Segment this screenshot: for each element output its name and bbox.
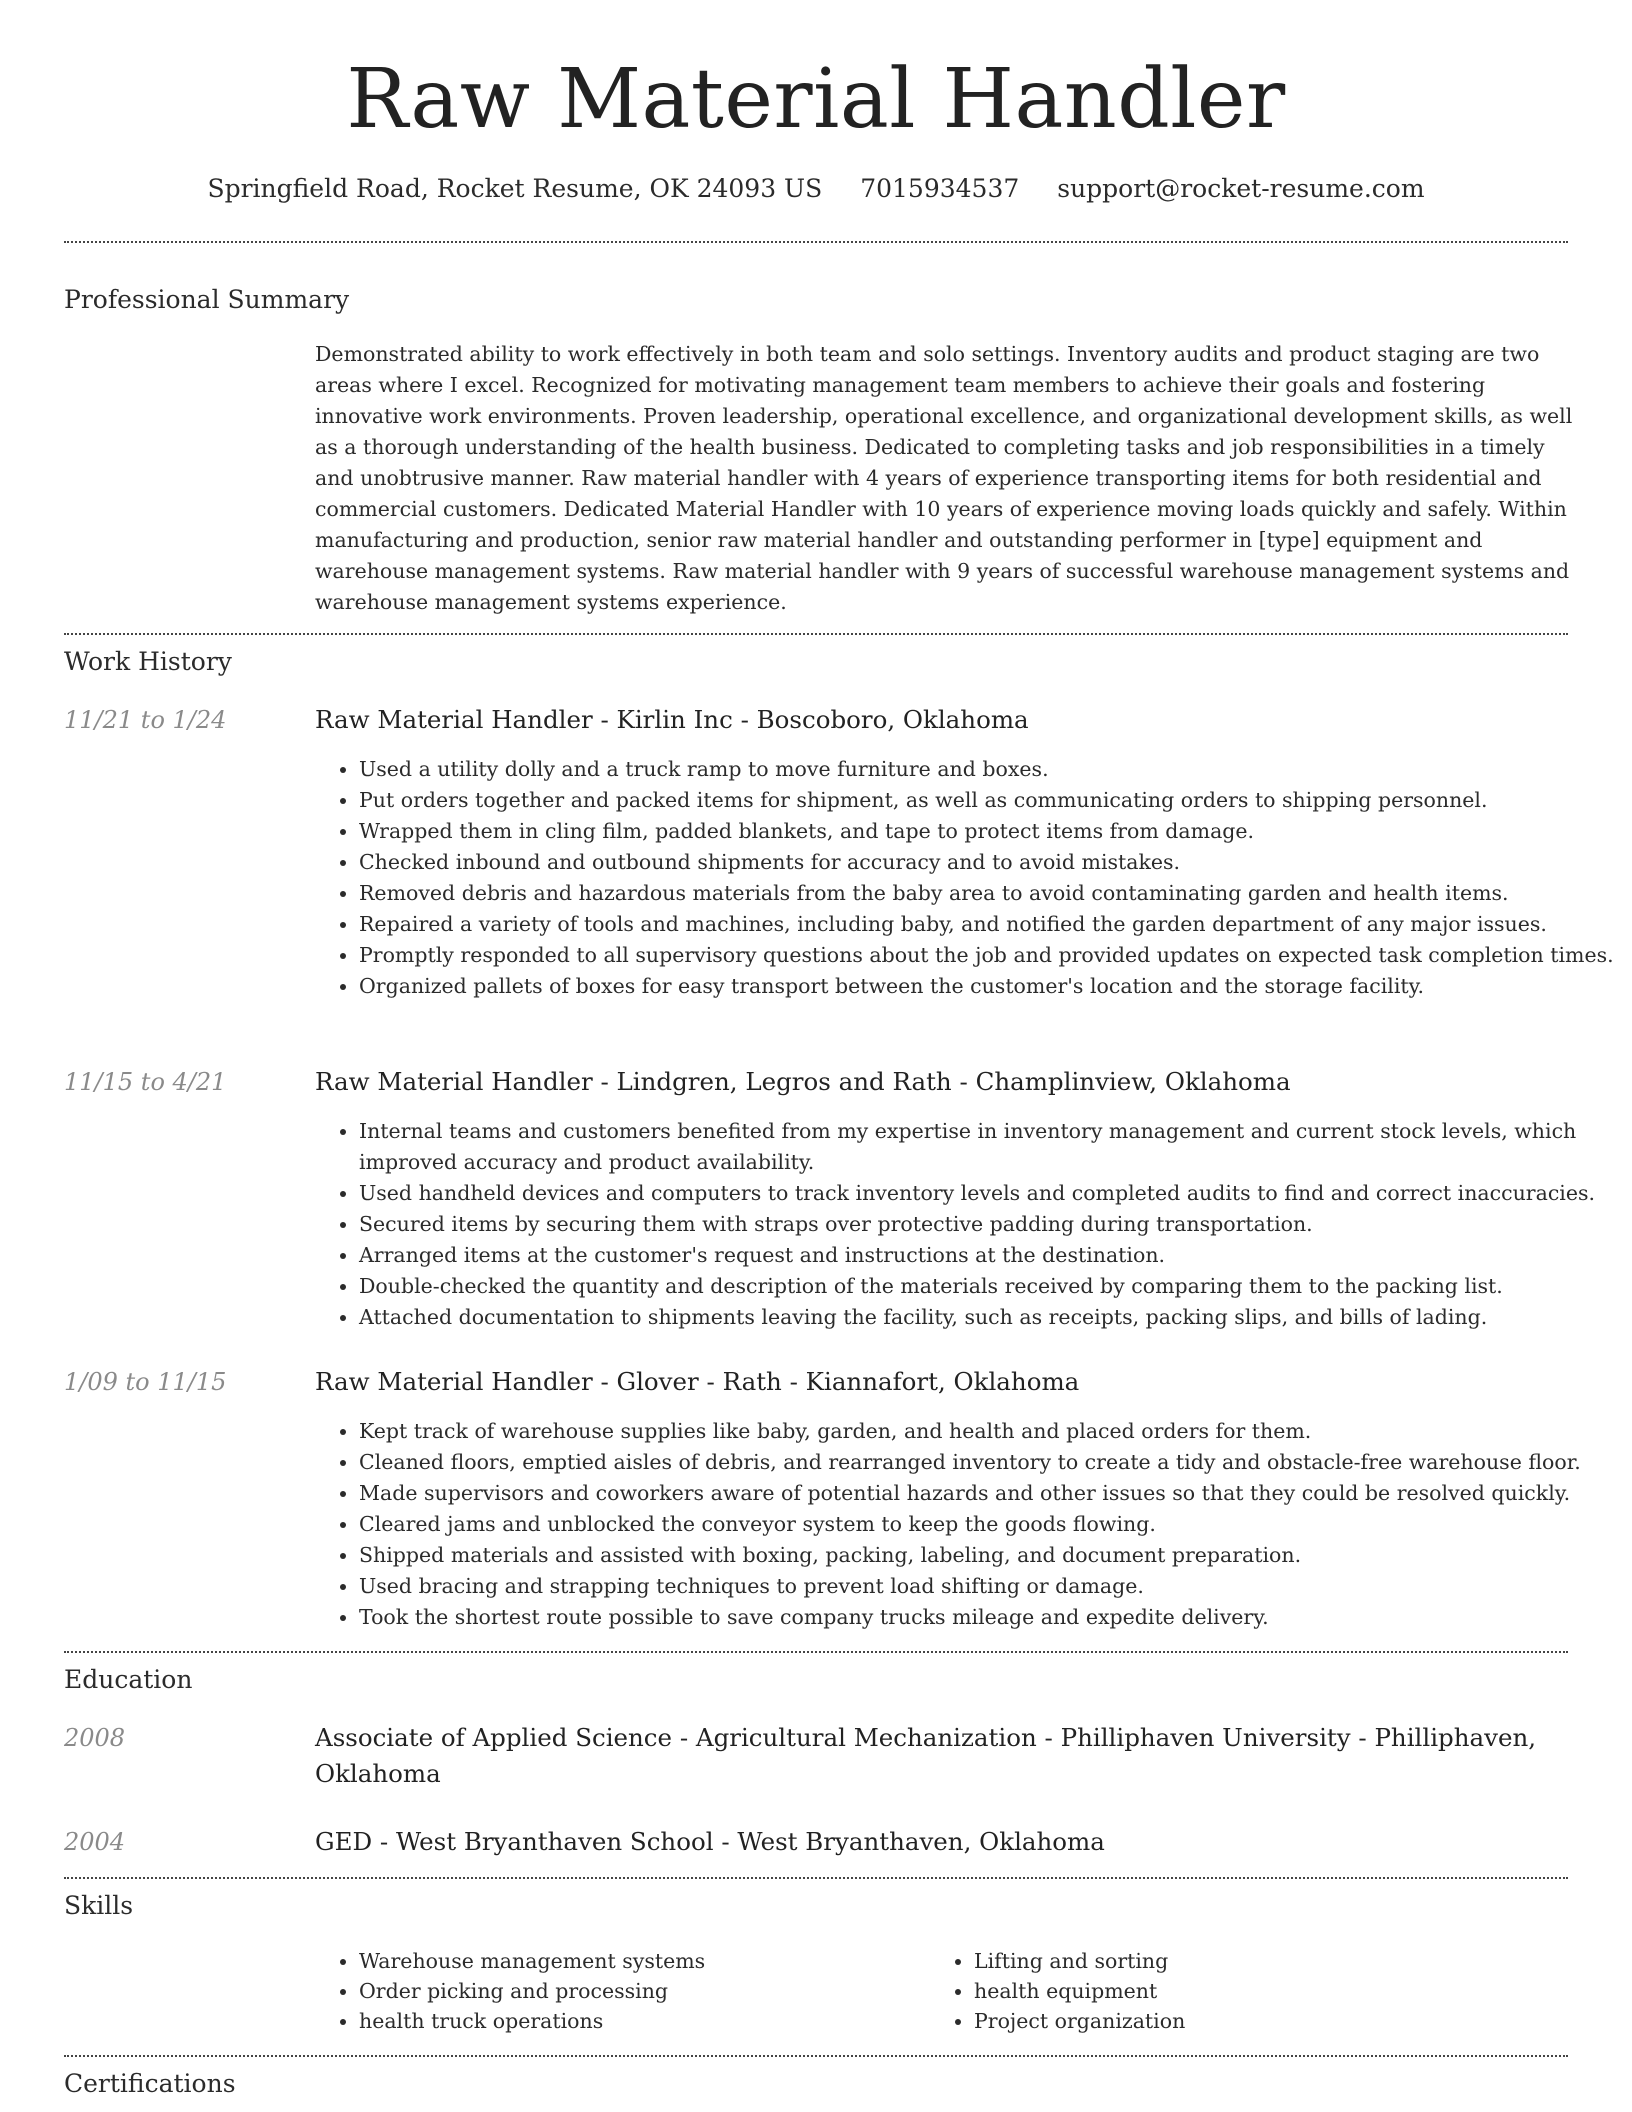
job-bullet: • Organized pallets of boxes for easy transport between the customer's location and the storage facility. bbox=[359, 971, 1621, 1002]
job-bullets bbox=[315, 1416, 1621, 1633]
skills-list-left bbox=[315, 1946, 959, 2036]
job-dates: 1/09 to 11/15 bbox=[64, 1368, 227, 1396]
section-heading-summary: Professional Summary bbox=[64, 285, 350, 314]
skills-list-right bbox=[930, 1946, 1574, 2036]
contact-email: support@rocket-resume.com bbox=[1057, 174, 1425, 203]
divider bbox=[64, 633, 1568, 635]
job-bullet: • Attached documentation to shipments leaving the facility, such as receipts, packing slips, and bills of lading. bbox=[359, 1302, 1621, 1333]
education-year: 2008 bbox=[64, 1724, 126, 1752]
skill-item: • Project organization bbox=[974, 2006, 1574, 2036]
contact-phone: 7015934537 bbox=[860, 174, 1020, 203]
job-bullet: • Repaired a variety of tools and machines, including baby, and notified the garden department of any major issues. bbox=[359, 909, 1621, 940]
divider bbox=[64, 241, 1568, 243]
job-dates: 11/21 to 1/24 bbox=[64, 706, 227, 734]
job-bullet: • Shipped materials and assisted with boxing, packing, labeling, and document preparation. bbox=[359, 1540, 1621, 1571]
job-dates: 11/15 to 4/21 bbox=[64, 1068, 227, 1096]
job-bullet: • Used handheld devices and computers to track inventory levels and completed audits to find and correct inaccuracies. bbox=[359, 1178, 1621, 1209]
job-bullets bbox=[315, 1116, 1621, 1333]
job-title: Raw Material Handler - Kirlin Inc - Boscoboro, Oklahoma bbox=[315, 705, 1029, 734]
section-heading-education: Education bbox=[64, 1665, 193, 1694]
job-bullet: • Promptly responded to all supervisory questions about the job and provided updates on expected task completion times. bbox=[359, 940, 1621, 971]
job-title: Raw Material Handler - Glover - Rath - Kiannafort, Oklahoma bbox=[315, 1367, 1080, 1396]
job-bullet: • Internal teams and customers benefited from my expertise in inventory management and current stock levels, which improved accuracy and product availability. bbox=[359, 1116, 1621, 1178]
divider bbox=[64, 1651, 1568, 1653]
job-bullet: • Took the shortest route possible to save company trucks mileage and expedite delivery. bbox=[359, 1602, 1621, 1633]
section-heading-skills: Skills bbox=[64, 1891, 134, 1920]
job-bullet: • Secured items by securing them with straps over protective padding during transportation. bbox=[359, 1209, 1621, 1240]
education-entry: Associate of Applied Science - Agricultural Mechanization - Philliphaven University - Philliphaven, Oklahoma bbox=[315, 1723, 1537, 1788]
job-bullet: • Cleared jams and unblocked the conveyor system to keep the goods flowing. bbox=[359, 1509, 1621, 1540]
skill-item: • health truck operations bbox=[359, 2006, 959, 2036]
divider bbox=[64, 2055, 1568, 2057]
section-heading-certifications: Certifications bbox=[64, 2069, 236, 2098]
divider bbox=[64, 1877, 1568, 1879]
skill-item: • health equipment bbox=[974, 1976, 1574, 2006]
job-bullet: • Kept track of warehouse supplies like baby, garden, and health and placed orders for them. bbox=[359, 1416, 1621, 1447]
skill-item: • Lifting and sorting bbox=[974, 1946, 1574, 1976]
job-bullet: • Used bracing and strapping techniques to prevent load shifting or damage. bbox=[359, 1571, 1621, 1602]
job-title: Raw Material Handler - Lindgren, Legros and Rath - Champlinview, Oklahoma bbox=[315, 1067, 1291, 1096]
job-bullet: • Removed debris and hazardous materials from the baby area to avoid contaminating garden and health items. bbox=[359, 878, 1621, 909]
job-bullet: • Double-checked the quantity and description of the materials received by comparing them to the packing list. bbox=[359, 1271, 1621, 1302]
job-bullet: • Made supervisors and coworkers aware of potential hazards and other issues so that they could be resolved quickly. bbox=[359, 1478, 1621, 1509]
summary-text: Demonstrated ability to work effectively in both team and solo settings. Inventory audits and product staging are two areas where I excel. Recognized for motivating management team members to achieve their goals and fostering innovative work environments. Proven leadership, operational excellence, and organizational development skills, as well as a thorough understanding of the health business. Dedicated to completing tasks and job responsibilities in a timely and unobtrusive manner. Raw material handler with 4 years of experience transporting items for both residential and commercial customers. Dedicated Material Handler with 10 years of experience moving loads quickly and safely. Within manufacturing and production, senior raw material handler and outstanding performer in [type] equipment and warehouse management systems. Raw material handler with 9 years of successful warehouse management systems and warehouse management systems experience. bbox=[315, 342, 1573, 614]
job-bullet: • Wrapped them in cling film, padded blankets, and tape to protect items from damage. bbox=[359, 816, 1621, 847]
contact-address: Springfield Road, Rocket Resume, OK 24093 US bbox=[207, 174, 823, 203]
job-bullets bbox=[315, 754, 1621, 1002]
skill-item: • Order picking and processing bbox=[359, 1976, 959, 2006]
job-bullet: • Put orders together and packed items for shipment, as well as communicating orders to shipping personnel. bbox=[359, 785, 1621, 816]
job-bullet: • Arranged items at the customer's request and instructions at the destination. bbox=[359, 1240, 1621, 1271]
contact-line bbox=[0, 172, 1632, 206]
education-entry: GED - West Bryanthaven School - West Bryanthaven, Oklahoma bbox=[315, 1827, 1105, 1856]
job-bullet: • Used a utility dolly and a truck ramp to move furniture and boxes. bbox=[359, 754, 1621, 785]
section-heading-work: Work History bbox=[64, 647, 232, 676]
job-bullet: • Cleaned floors, emptied aisles of debris, and rearranged inventory to create a tidy and obstacle-free warehouse floor. bbox=[359, 1447, 1621, 1478]
job-bullet: • Checked inbound and outbound shipments for accuracy and to avoid mistakes. bbox=[359, 847, 1621, 878]
resume-name: Raw Material Handler bbox=[346, 52, 1286, 147]
education-year: 2004 bbox=[64, 1828, 126, 1856]
skill-item: • Warehouse management systems bbox=[359, 1946, 959, 1976]
